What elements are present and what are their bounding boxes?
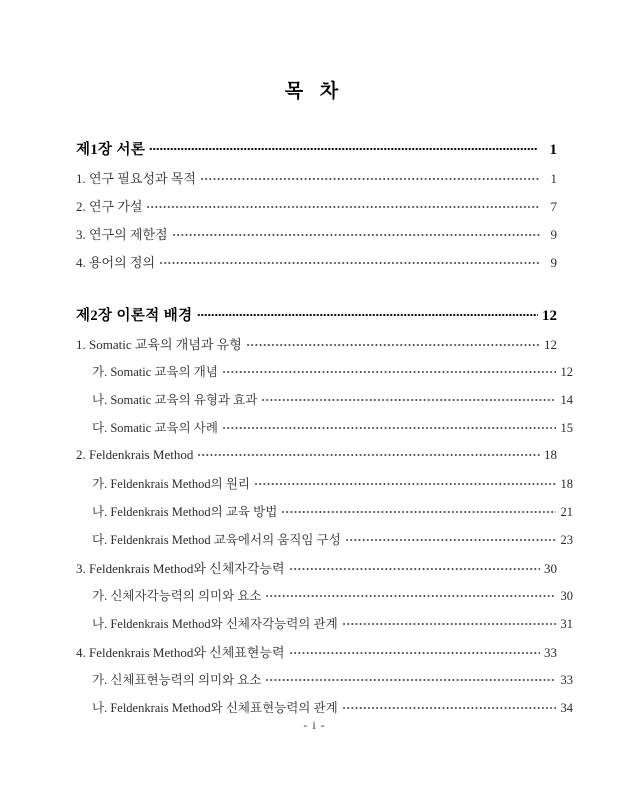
toc-entry-page-number: 30 [544, 561, 557, 576]
toc-entry[interactable] [76, 446, 557, 474]
toc-entry[interactable] [76, 168, 557, 196]
leader-dots [261, 392, 556, 405]
leader-dots [345, 532, 556, 545]
leader-dots [146, 198, 540, 211]
toc-entry-page-number: 1 [549, 142, 557, 158]
toc-subentry[interactable] [76, 670, 573, 698]
toc-subentry[interactable] [76, 586, 573, 614]
toc-subentry[interactable] [76, 474, 573, 502]
leader-dots [342, 700, 556, 713]
toc-entry-page-number: 9 [550, 227, 557, 242]
table-of-contents [76, 138, 573, 726]
toc-entry-page-number: 12 [542, 308, 557, 324]
toc-entry[interactable] [76, 252, 557, 280]
toc-entry-label: 나. Feldenkrais Method와 신체표현능력의 관계 [92, 701, 338, 715]
leader-dots [289, 644, 541, 657]
toc-entry-page-number: 34 [560, 701, 573, 715]
toc-entry-page-number: 12 [560, 365, 573, 379]
toc-entry-page-number: 12 [544, 337, 557, 352]
toc-entry-label: 나. Somatic 교육의 유형과 효과 [92, 393, 258, 407]
toc-subentry[interactable] [76, 390, 573, 418]
toc-entry-page-number: 30 [560, 589, 573, 603]
toc-entry-label: 가. 신체자각능력의 의미와 요소 [92, 589, 262, 603]
toc-entry-label: 4. 용어의 정의 [76, 255, 156, 270]
toc-entry-label: 가. Feldenkrais Method의 원리 [92, 477, 251, 491]
leader-dots [172, 226, 540, 239]
toc-subentry[interactable] [76, 362, 573, 390]
leader-dots [254, 476, 556, 489]
page-footer: - i - [303, 718, 326, 732]
toc-entry-page-number: 21 [560, 505, 573, 519]
toc-entry-page-number: 14 [560, 393, 573, 407]
toc-subentry[interactable] [76, 530, 573, 558]
leader-dots [342, 616, 556, 629]
page-title: 목 차 [284, 81, 345, 102]
leader-dots [197, 306, 538, 321]
toc-entry-label: 제1장 서론 [76, 142, 146, 158]
toc-entry-label: 나. Feldenkrais Method와 신체자각능력의 관계 [92, 617, 338, 631]
leader-dots [222, 420, 556, 433]
toc-entry-label: 1. Somatic 교육의 개념과 유형 [76, 337, 242, 352]
toc-entry[interactable] [76, 334, 557, 362]
toc-entry-page-number: 33 [560, 673, 573, 687]
toc-chapter-heading[interactable] [76, 304, 557, 334]
toc-entry-page-number: 1 [550, 171, 557, 186]
toc-entry[interactable] [76, 642, 557, 670]
leader-dots [222, 364, 556, 377]
leader-dots [159, 254, 540, 267]
toc-entry-label: 2. 연구 가설 [76, 199, 143, 214]
toc-entry-page-number: 23 [560, 533, 573, 547]
toc-entry-label: 다. Somatic 교육의 사례 [92, 421, 218, 435]
toc-entry-label: 3. 연구의 제한점 [76, 227, 168, 242]
toc-entry[interactable] [76, 196, 557, 224]
toc-entry-page-number: 15 [560, 421, 573, 435]
leader-dots [246, 336, 540, 349]
leader-dots [149, 140, 538, 155]
leader-dots [197, 446, 540, 459]
toc-entry-label: 다. Feldenkrais Method 교육에서의 움직임 구성 [92, 533, 341, 547]
toc-entry-label: 3. Feldenkrais Method와 신체자각능력 [76, 561, 285, 576]
toc-entry-label: 2. Feldenkrais Method [76, 447, 194, 462]
section-spacer [76, 280, 557, 304]
leader-dots [289, 560, 541, 573]
leader-dots [265, 672, 556, 685]
leader-dots [200, 170, 540, 183]
toc-entry-label: 가. Somatic 교육의 개념 [92, 365, 218, 379]
toc-entry-page-number: 7 [550, 199, 557, 214]
toc-subentry[interactable] [76, 502, 573, 530]
toc-entry-page-number: 33 [544, 645, 557, 660]
toc-entry-page-number: 18 [560, 477, 573, 491]
toc-subentry[interactable] [76, 418, 573, 446]
toc-entry-page-number: 9 [550, 255, 557, 270]
toc-entry[interactable] [76, 224, 557, 252]
leader-dots [265, 588, 556, 601]
toc-entry-label: 4. Feldenkrais Method와 신체표현능력 [76, 645, 285, 660]
toc-chapter-heading[interactable] [76, 138, 557, 168]
toc-subentry[interactable] [76, 614, 573, 642]
toc-entry-label: 1. 연구 필요성과 목적 [76, 171, 196, 186]
toc-entry[interactable] [76, 558, 557, 586]
toc-entry-page-number: 31 [560, 617, 573, 631]
toc-entry-page-number: 18 [544, 447, 557, 462]
toc-entry-label: 나. Feldenkrais Method의 교육 방법 [92, 505, 278, 519]
toc-entry-label: 가. 신체표현능력의 의미와 요소 [92, 673, 262, 687]
toc-entry-label: 제2장 이론적 배경 [76, 308, 193, 324]
leader-dots [281, 504, 556, 517]
